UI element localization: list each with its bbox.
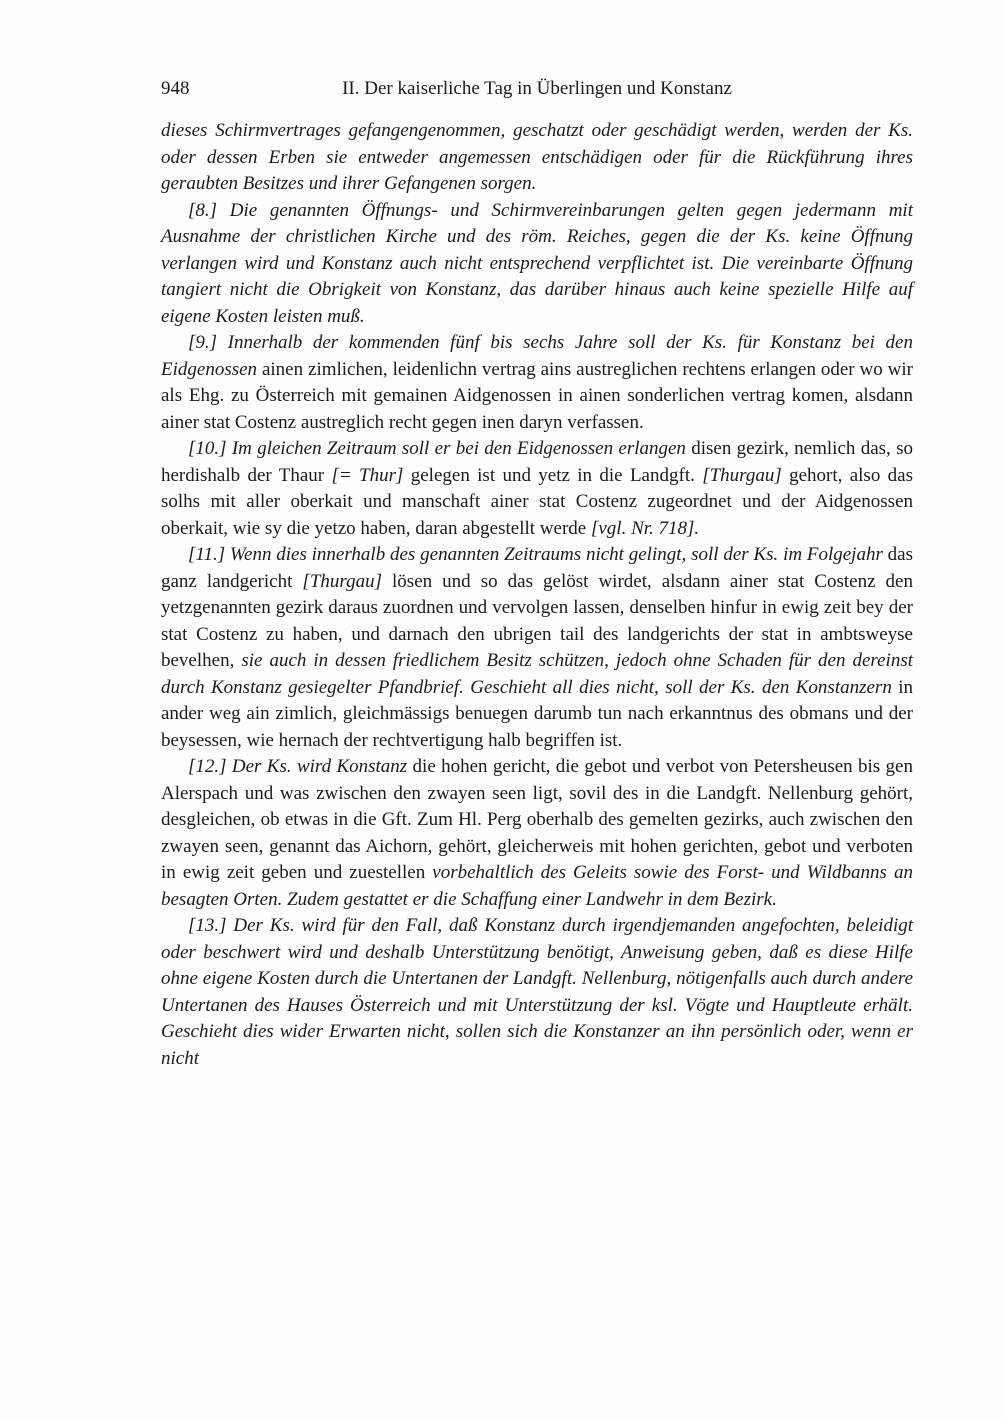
text-run: [8.] Die genannten Öffnungs- und Schirmvereinbarungen gelten gegen jedermann mit Ausnahme der christlichen Kirche und des röm. Reiches, gegen die der Ks. keine Öffnung verlangen wird und Konstanz auch nicht entsprechend verpflichtet ist. Die vereinbarte Öffnung tangiert nicht die Obrigkeit von Konstanz, das darüber hinaus auch keine spezielle Hilfe auf eigene Kosten leisten muß.: [161, 199, 913, 327]
text-run: ainen zimlichen, leidenlichn vertrag ains austreglichen rechtens erlangen oder wo wir als Ehg. zu Österreich mit gemainen Aidgenossen in ainen sonderlichen vertrag komen, alsdann ainer stat Costenz austreglich recht gegen inen daryn verfassen.: [161, 358, 913, 433]
text-run: die hohen gericht, die gebot und verbot von Petersheusen bis gen Alerspach und was zwischen den zwayen seen ligt, sovil des in die Landgft. Nellenburg gehört, desgleichen, ob etwas in die Gft. Zum Hl. Perg oberhalb des gemelten gezirks, auch zwischen den zwayen seen, genannt das Aichorn, gehört, gleicherweis mit hohen gerichten, gebot und verboten in ewig zeit geben und zuestellen: [161, 756, 913, 883]
paragraph-8: [161, 198, 913, 331]
paragraph-10: [161, 436, 913, 542]
text-run: gehort, also das solhs mit aller oberkait und manschaft ainer stat Costenz zugeordnet und der Aidgenossen oberkait, wie sy die yetzo haben, daran abgestellt werde: [161, 464, 914, 539]
text-run: [= Thur]: [331, 464, 411, 486]
paragraph-continuation: [161, 118, 913, 198]
paragraph-13: [161, 913, 913, 1072]
text-run: dieses Schirmvertrages gefangengenommen, geschatzt oder geschädigt werden, werden der Ks. oder dessen Erben sie entweder angemessen entschädigen oder für die Rückführung ihres geraubten Besitzes und ihrer Gefangenen sorgen.: [161, 120, 913, 194]
text-run: [10.] Im gleichen Zeitraum soll er bei den Eidgenossen erlangen: [188, 438, 692, 459]
text-run: disen gezirk, nemlich das, so herdishalb der Thaur: [161, 438, 913, 486]
text-run: [9.] Innerhalb der kommenden fünf bis sechs Jahre soll der Ks. für Konstanz bei den Eidgenossen: [161, 332, 913, 380]
text-run: [Thurgau]: [302, 570, 393, 592]
text-run: vorbehaltlich des Geleits sowie des Forst- und Wildbanns an besagten Orten. Zudem gestattet er die Schaffung einer Landwehr in dem Bezirk.: [161, 862, 913, 910]
text-run: das ganz landgericht: [161, 544, 913, 592]
text-run: in ander weg ain zimlich, gleichmässigs benuegen darumb tun nach erkanntnus des obmans und der beysessen, wie hernach der rechtvertigung halb begriffen ist.: [161, 676, 913, 751]
paragraph-12: [161, 754, 913, 913]
text-run: [11.] Wenn dies innerhalb des genannten Zeitraums nicht gelingt, soll der Ks. im Folgejahr: [188, 544, 888, 565]
page-number: 948: [161, 78, 190, 99]
text-run: [vgl. Nr. 718].: [590, 517, 700, 539]
text-run: sie auch in dessen friedlichem Besitz schützen, jedoch ohne Schaden für den dereinst durch Konstanz gesiegelter Pfandbrief. Geschieht all dies nicht, soll der Ks. den Konstanzern: [161, 650, 913, 698]
paragraph-11: [161, 542, 913, 754]
text-run: [12.] Der Ks. wird Konstanz: [188, 756, 413, 777]
text-run: [Thurgau]: [702, 464, 790, 486]
text-block: [161, 76, 913, 1072]
paragraph-9: [161, 330, 913, 436]
text-run: gelegen ist und yetz in die Landgft.: [410, 464, 703, 486]
running-title: II. Der kaiserliche Tag in Überlingen und Konstanz: [342, 78, 732, 99]
text-run: lösen und so das gelöst wirdet, alsdann ainer stat Costenz den yetzgenannten gezirk daraus zuordnen und vervolgen lassen, denselben hinfur in ewig zeit bey der stat Costenz zu haben, und darnach den ubrigen tail des landgerichts der stat in ambtsweyse bevelhen,: [161, 570, 913, 671]
document-body: [161, 118, 913, 1072]
text-run: [13.] Der Ks. wird für den Fall, daß Konstanz durch irgendjemanden angefochten, beleidigt oder beschwert wird und deshalb Unterstützung benötigt, Anweisung geben, daß es diese Hilfe ohne eigene Kosten durch die Untertanen der Landgft. Nellenburg, nötigenfalls auch durch andere Untertanen des Hauses Österreich und mit Unterstützung der ksl. Vögte und Hauptleute erhält. Geschieht dies wider Erwarten nicht, sollen sich die Konstanzer an ihn persönlich oder, wenn er nicht: [161, 915, 913, 1069]
page-header: [161, 76, 913, 102]
